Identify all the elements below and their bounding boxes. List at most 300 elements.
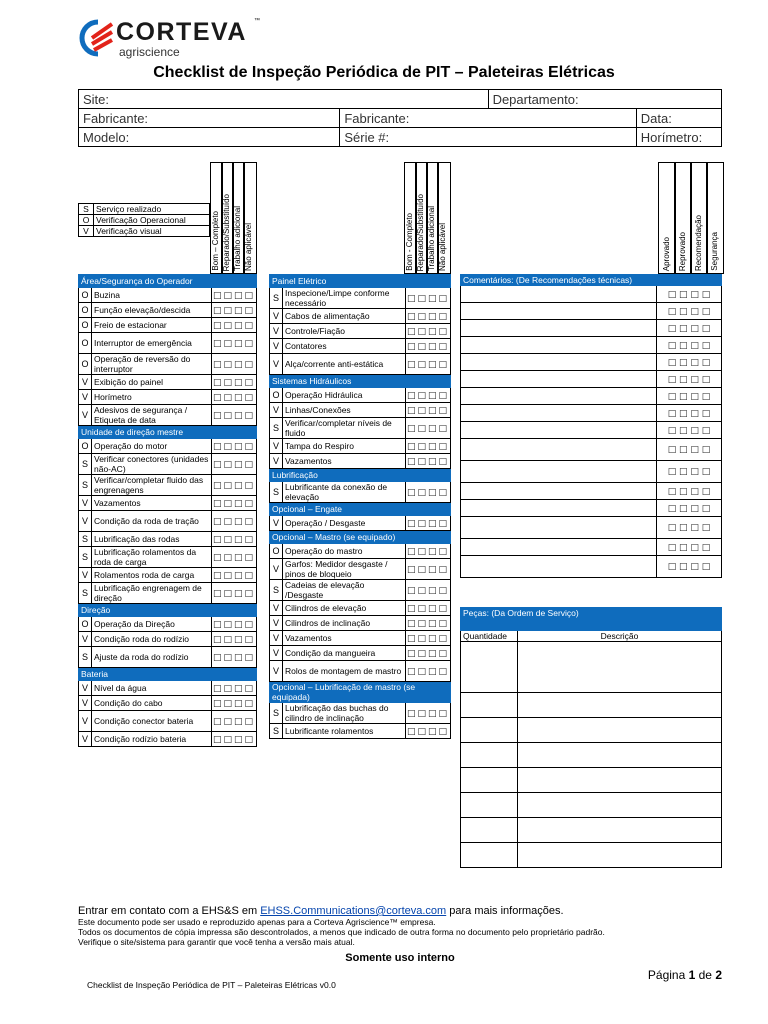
approval-checkboxes[interactable]: □ □ □ □	[667, 467, 711, 477]
parts-qty-cell[interactable]	[461, 693, 518, 718]
item-code: S	[79, 475, 92, 496]
parts-row	[461, 693, 722, 718]
comment-text-cell[interactable]	[461, 371, 657, 388]
parts-desc-cell[interactable]	[518, 743, 722, 768]
status-checkboxes[interactable]: □□□□	[212, 570, 255, 581]
logo-trademark: ™	[254, 18, 260, 24]
checklist-row	[79, 318, 257, 333]
comment-row	[461, 422, 722, 439]
status-header: Bom - Completo	[405, 213, 414, 271]
item-label: Cabos de alimentação	[283, 309, 406, 324]
legend-table	[78, 203, 210, 237]
comment-text-cell[interactable]	[461, 320, 657, 337]
parts-qty-cell[interactable]	[461, 793, 518, 818]
status-checkboxes[interactable]: □□□□	[212, 459, 255, 470]
approval-checkboxes[interactable]: □ □ □ □	[667, 445, 711, 455]
comment-row	[461, 461, 722, 483]
site-field[interactable]: Site:	[79, 90, 489, 109]
comment-row	[461, 405, 722, 422]
item-code: S	[79, 454, 92, 475]
comment-row	[461, 500, 722, 517]
status-checkboxes[interactable]: □□□□	[212, 588, 255, 599]
item-code: S	[270, 288, 283, 309]
approval-checkboxes[interactable]: □ □ □ □	[667, 503, 711, 514]
item-code: O	[79, 617, 92, 632]
checklist-row	[79, 711, 257, 732]
checklist-row	[79, 405, 257, 426]
comment-text-cell[interactable]	[461, 461, 657, 483]
item-code: O	[270, 544, 283, 559]
parts-row	[461, 642, 722, 693]
checklist-row	[270, 439, 451, 454]
comment-text-cell[interactable]	[461, 517, 657, 539]
status-checkboxes[interactable]: □□□□	[212, 290, 255, 301]
checklist-row	[79, 288, 257, 303]
checklist-row	[270, 339, 451, 354]
status-checkboxes[interactable]: □□□□	[406, 585, 449, 596]
status-checkboxes[interactable]: □□□□	[406, 293, 449, 304]
item-label: Vazamentos	[283, 631, 406, 646]
item-label: Cilindros de inclinação	[283, 616, 406, 631]
item-code: V	[270, 403, 283, 418]
item-code: V	[270, 631, 283, 646]
checklist-row	[79, 632, 257, 647]
parts-desc-cell[interactable]	[518, 768, 722, 793]
status-checkboxes[interactable]: □□□□	[212, 480, 255, 491]
item-label: Rolamentos roda de carga	[92, 568, 212, 583]
item-label: Adesivos de segurança / Etiqueta de data	[92, 405, 212, 426]
item-label: Controle/Fiação	[283, 324, 406, 339]
item-code: V	[79, 696, 92, 711]
status-header: Bom – Completo	[211, 211, 220, 271]
item-label: Freio de estacionar	[92, 318, 212, 333]
comment-row	[461, 320, 722, 337]
checklist-row	[270, 418, 451, 439]
status-checkboxes[interactable]: □□□□	[406, 311, 449, 322]
item-label: Condição conector bateria	[92, 711, 212, 732]
section-header: Opcional – Engate	[270, 503, 451, 516]
legend-label: Verificação Operacional	[94, 215, 210, 226]
section-header: Bateria	[79, 668, 257, 681]
item-code: V	[270, 601, 283, 616]
approval-checkboxes[interactable]: □ □ □ □	[667, 562, 711, 572]
item-label: Lubrificação engrenagem de direção	[92, 583, 212, 604]
approval-header: Segurança	[710, 232, 719, 271]
checklist-row	[79, 681, 257, 696]
approval-header: Reprovado	[678, 231, 687, 271]
comments-title: Comentários: (De Recomendações técnicas)	[461, 275, 722, 286]
status-checkboxes[interactable]: □□□□	[406, 518, 449, 529]
footer-copy-note: Todos os documentos de cópia impressa são descontrolados, a menos que indicado de outra forma no documento pelo proprietário padrão.	[78, 927, 605, 937]
legend-label: Serviço realizado	[94, 204, 210, 215]
item-label: Lubrificante da conexão de elevação	[283, 482, 406, 503]
checklist-row	[270, 403, 451, 418]
parts-desc-cell[interactable]	[518, 818, 722, 843]
parts-qty-cell[interactable]	[461, 843, 518, 868]
approval-checkboxes[interactable]: □ □ □ □	[667, 425, 711, 436]
checklist-row	[79, 732, 257, 747]
status-checkboxes[interactable]: □□□□	[406, 487, 449, 498]
status-checkboxes[interactable]: □□□□	[212, 552, 255, 563]
status-header: Trabalho adicional	[427, 205, 436, 271]
status-checkboxes[interactable]: □□□□	[406, 648, 449, 659]
checklist-row	[270, 580, 451, 601]
item-code: S	[79, 532, 92, 547]
status-checkboxes[interactable]: □□□□	[406, 341, 449, 352]
item-label: Lubrificação rolamentos da roda de carga	[92, 547, 212, 568]
comment-text-cell[interactable]	[461, 303, 657, 320]
item-label: Buzina	[92, 288, 212, 303]
checklist-row	[270, 454, 451, 469]
checklist-row	[79, 496, 257, 511]
approval-header: Aprovado	[662, 236, 671, 271]
departamento-field[interactable]: Departamento:	[488, 90, 721, 109]
comment-row	[461, 371, 722, 388]
section-header: Unidade de direção mestre	[79, 426, 257, 439]
item-code: S	[270, 724, 283, 739]
checklist-row	[79, 390, 257, 405]
item-code: S	[79, 583, 92, 604]
status-checkboxes[interactable]: □□□□	[406, 708, 449, 719]
approval-headers	[658, 162, 722, 274]
checklist-row	[270, 661, 451, 682]
item-code: S	[79, 647, 92, 668]
corteva-logo	[76, 16, 276, 62]
checklist-row	[270, 616, 451, 631]
parts-desc-cell[interactable]	[518, 642, 722, 693]
checklist-column-2	[269, 274, 451, 739]
item-label: Contatores	[283, 339, 406, 354]
status-checkboxes[interactable]: □□□□	[212, 305, 255, 316]
checklist-row	[79, 354, 257, 375]
checklist-row	[79, 617, 257, 632]
item-label: Ajuste da roda do rodízio	[92, 647, 212, 668]
item-label: Vazamentos	[92, 496, 212, 511]
section-header: Opcional – Mastro (se equipado)	[270, 531, 451, 544]
status-checkboxes[interactable]: □□□□	[406, 326, 449, 337]
fabricante-field-2[interactable]: Fabricante:	[340, 109, 636, 128]
logo-wordmark: CORTEVA	[116, 18, 247, 46]
item-code: V	[79, 496, 92, 511]
item-code: V	[79, 732, 92, 747]
status-checkboxes[interactable]: □□□□	[212, 716, 255, 727]
item-label: Condição do cabo	[92, 696, 212, 711]
item-label: Lubrificante rolamentos	[283, 724, 406, 739]
status-checkboxes[interactable]: □□□□	[212, 359, 255, 370]
section-header: Lubrificação	[270, 469, 451, 482]
item-code: S	[270, 482, 283, 503]
section-header: Direção	[79, 604, 257, 617]
footer-usage-note: Este documento pode ser usado e reproduzido apenas para a Corteva Agriscience™ empresa.	[78, 917, 436, 927]
status-checkboxes[interactable]: □□□□	[212, 652, 255, 663]
parts-desc-cell[interactable]	[518, 718, 722, 743]
item-label: Operação Hidráulica	[283, 388, 406, 403]
parts-row	[461, 718, 722, 743]
page-total: 2	[715, 968, 722, 982]
logo-subtitle: agriscience	[119, 45, 180, 59]
page-current: 1	[688, 968, 696, 982]
legend-code: V	[79, 226, 94, 237]
item-code: V	[79, 681, 92, 696]
checklist-row	[79, 647, 257, 668]
parts-qty-cell[interactable]	[461, 818, 518, 843]
status-checkboxes[interactable]: □□□□	[212, 410, 255, 421]
fabricante-field-1[interactable]: Fabricante:	[79, 109, 340, 128]
checklist-row	[79, 568, 257, 583]
item-code: V	[270, 559, 283, 580]
status-checkboxes[interactable]: □□□□	[212, 377, 255, 388]
comment-row	[461, 388, 722, 405]
footer-contact-text: Entrar em contato com a EHS&S em	[78, 905, 261, 917]
page-title: Checklist de Inspeção Periódica de PIT – Paleteiras Elétricas	[153, 64, 615, 81]
item-label: Lubrificação das rodas	[92, 532, 212, 547]
status-checkboxes[interactable]: □□□□	[212, 683, 255, 694]
parts-row	[461, 793, 722, 818]
item-label: Operação do motor	[92, 439, 212, 454]
header-info-table	[78, 89, 722, 147]
item-code: O	[270, 388, 283, 403]
qty-header: Quantidade	[461, 631, 518, 642]
approval-checkboxes[interactable]: □ □ □ □	[667, 323, 711, 334]
comment-row	[461, 439, 722, 461]
approval-checkboxes[interactable]: □ □ □ □	[667, 289, 711, 300]
comment-text-cell[interactable]	[461, 500, 657, 517]
comment-text-cell[interactable]	[461, 405, 657, 422]
item-code: V	[270, 646, 283, 661]
section-header: Sistemas Hidráulicos	[270, 375, 451, 388]
status-checkboxes[interactable]: □□□□	[212, 619, 255, 630]
checklist-row	[79, 333, 257, 354]
checklist-row	[79, 583, 257, 604]
status-header: Não aplicável	[244, 222, 253, 271]
comment-text-cell[interactable]	[461, 483, 657, 500]
page-label: Página	[647, 968, 689, 982]
status-checkboxes[interactable]: □□□□	[406, 564, 449, 575]
item-code: V	[79, 390, 92, 405]
approval-checkboxes[interactable]: □ □ □ □	[667, 542, 711, 553]
item-code: V	[79, 711, 92, 732]
status-checkboxes[interactable]: □□□□	[406, 618, 449, 629]
checklist-row	[270, 724, 451, 739]
status-headers-col1	[210, 162, 257, 274]
item-label: Nível da água	[92, 681, 212, 696]
status-checkboxes[interactable]: □□□□	[406, 603, 449, 614]
parts-qty-cell[interactable]	[461, 768, 518, 793]
comment-text-cell[interactable]	[461, 286, 657, 303]
section-header: Opcional – Lubrificação de mastro (se equipada)	[270, 682, 451, 703]
status-header: Reparado/Substituído	[222, 193, 231, 271]
comment-text-cell[interactable]	[461, 388, 657, 405]
parts-title: Peças: (Da Ordem de Serviço)	[461, 608, 722, 631]
parts-row	[461, 818, 722, 843]
status-checkboxes[interactable]: □□□□	[212, 534, 255, 545]
checklist-row	[270, 309, 451, 324]
comment-row	[461, 556, 722, 578]
item-label: Linhas/Conexões	[283, 403, 406, 418]
checklist-row	[79, 439, 257, 454]
status-header: Trabalho adicional	[233, 205, 242, 271]
parts-qty-cell[interactable]	[461, 642, 518, 693]
approval-checkboxes[interactable]: □ □ □ □	[667, 340, 711, 351]
item-label: Verificar/completar fluido das engrenagens	[92, 475, 212, 496]
comment-text-cell[interactable]	[461, 439, 657, 461]
status-checkboxes[interactable]: □□□□	[406, 666, 449, 677]
item-code: O	[79, 318, 92, 333]
approval-checkboxes[interactable]: □ □ □ □	[667, 408, 711, 419]
parts-row	[461, 843, 722, 868]
checklist-row	[79, 303, 257, 318]
item-label: Exibição do painel	[92, 375, 212, 390]
status-checkboxes[interactable]: □□□□	[406, 456, 449, 467]
checklist-row	[270, 516, 451, 531]
data-field[interactable]: Data:	[636, 109, 721, 128]
checklist-row	[270, 703, 451, 724]
item-label: Rolos de montagem de mastro	[283, 661, 406, 682]
checklist-row	[270, 631, 451, 646]
item-code: V	[270, 339, 283, 354]
approval-checkboxes[interactable]: □ □ □ □	[667, 374, 711, 385]
item-label: Operação da Direção	[92, 617, 212, 632]
ehs-email-link[interactable]: EHSS.Communications@corteva.com	[260, 905, 447, 917]
legend-code: S	[79, 204, 94, 215]
checklist-row	[270, 388, 451, 403]
status-checkboxes[interactable]: □□□□	[212, 634, 255, 645]
item-code: V	[79, 405, 92, 426]
footer-version-note: Verifique o site/sistema para garantir que você tenha a versão mais atual.	[78, 937, 355, 947]
approval-checkboxes[interactable]: □ □ □ □	[667, 306, 711, 317]
comment-row	[461, 517, 722, 539]
footer	[78, 906, 605, 947]
item-code: V	[79, 511, 92, 532]
corteva-mark-icon	[76, 18, 116, 58]
comment-text-cell[interactable]	[461, 337, 657, 354]
item-code: V	[270, 616, 283, 631]
checklist-row	[79, 547, 257, 568]
item-code: V	[270, 454, 283, 469]
section-header: Área/Segurança do Operador	[79, 275, 257, 288]
status-checkboxes[interactable]: □□□□	[406, 423, 449, 434]
item-code: S	[270, 580, 283, 601]
status-checkboxes[interactable]: □□□□	[406, 359, 449, 370]
legend-label: Verificação visual	[94, 226, 210, 237]
internal-use-label: Somente uso interno	[345, 952, 455, 964]
status-checkboxes[interactable]: □□□□	[406, 633, 449, 644]
item-label: Interruptor de emergência	[92, 333, 212, 354]
status-checkboxes[interactable]: □□□□	[212, 498, 255, 509]
parts-row	[461, 768, 722, 793]
status-checkboxes[interactable]: □□□□	[406, 405, 449, 416]
approval-checkboxes[interactable]: □ □ □ □	[667, 391, 711, 402]
status-checkboxes[interactable]: □□□□	[406, 441, 449, 452]
comment-row	[461, 354, 722, 371]
item-label: Cadeias de elevação /Desgaste	[283, 580, 406, 601]
checklist-row	[270, 354, 451, 375]
item-code: O	[79, 333, 92, 354]
page-of: de	[695, 968, 716, 982]
status-checkboxes[interactable]: □□□□	[212, 338, 255, 349]
comment-row	[461, 483, 722, 500]
parts-qty-cell[interactable]	[461, 743, 518, 768]
checklist-row	[79, 532, 257, 547]
item-code: S	[270, 703, 283, 724]
checklist-row	[270, 288, 451, 309]
status-checkboxes[interactable]: □□□□	[212, 392, 255, 403]
checklist-row	[270, 324, 451, 339]
parts-desc-cell[interactable]	[518, 843, 722, 868]
status-checkboxes[interactable]: □□□□	[406, 726, 449, 737]
page-number	[648, 968, 722, 982]
approval-checkboxes[interactable]: □ □ □ □	[667, 357, 711, 368]
status-header: Reparado/Substituído	[416, 193, 425, 271]
status-checkboxes[interactable]: □□□□	[212, 734, 255, 745]
item-label: Horímetro	[92, 390, 212, 405]
section-header: Painel Elétrico	[270, 275, 451, 288]
checklist-row	[270, 544, 451, 559]
comments-table	[460, 274, 722, 578]
item-label: Condição da roda de tração	[92, 511, 212, 532]
comment-text-cell[interactable]	[461, 556, 657, 578]
status-checkboxes[interactable]: □□□□	[212, 516, 255, 527]
status-checkboxes[interactable]: □□□□	[406, 390, 449, 401]
parts-desc-cell[interactable]	[518, 693, 722, 718]
parts-desc-cell[interactable]	[518, 793, 722, 818]
checklist-row	[270, 559, 451, 580]
status-checkboxes[interactable]: □□□□	[212, 441, 255, 452]
parts-qty-cell[interactable]	[461, 718, 518, 743]
comment-text-cell[interactable]	[461, 422, 657, 439]
item-code: V	[79, 568, 92, 583]
comment-text-cell[interactable]	[461, 539, 657, 556]
status-checkboxes[interactable]: □□□□	[212, 320, 255, 331]
item-code: V	[270, 324, 283, 339]
checklist-row	[79, 696, 257, 711]
checklist-row	[79, 511, 257, 532]
comment-text-cell[interactable]	[461, 354, 657, 371]
item-label: Lubrificação das buchas do cilindro de inclinação	[283, 703, 406, 724]
item-code: O	[79, 303, 92, 318]
checklist-row	[79, 475, 257, 496]
item-code: V	[79, 375, 92, 390]
item-label: Inspecione/Limpe conforme necessário	[283, 288, 406, 309]
approval-checkboxes[interactable]: □ □ □ □	[667, 523, 711, 533]
approval-header: Recomendação	[694, 214, 703, 271]
comment-row	[461, 337, 722, 354]
item-code: S	[270, 418, 283, 439]
comment-row	[461, 539, 722, 556]
checklist-column-1	[78, 274, 257, 747]
item-code: V	[270, 354, 283, 375]
item-code: S	[79, 547, 92, 568]
item-label: Condição da mangueira	[283, 646, 406, 661]
status-checkboxes[interactable]: □□□□	[406, 546, 449, 557]
item-label: Verificar conectores (unidades não-AC)	[92, 454, 212, 475]
horimetro-field[interactable]: Horímetro:	[636, 128, 721, 147]
item-label: Condição roda do rodízio	[92, 632, 212, 647]
item-label: Operação de reversão do interruptor	[92, 354, 212, 375]
parts-row	[461, 743, 722, 768]
comment-row	[461, 303, 722, 320]
item-code: O	[79, 354, 92, 375]
status-headers-col2	[404, 162, 451, 274]
legend-code: O	[79, 215, 94, 226]
item-label: Vazamentos	[283, 454, 406, 469]
serie-field[interactable]: Série #:	[340, 128, 636, 147]
approval-checkboxes[interactable]: □ □ □ □	[667, 486, 711, 497]
item-label: Operação / Desgaste	[283, 516, 406, 531]
modelo-field[interactable]: Modelo:	[79, 128, 340, 147]
status-checkboxes[interactable]: □□□□	[212, 698, 255, 709]
item-label: Condição rodízio bateria	[92, 732, 212, 747]
